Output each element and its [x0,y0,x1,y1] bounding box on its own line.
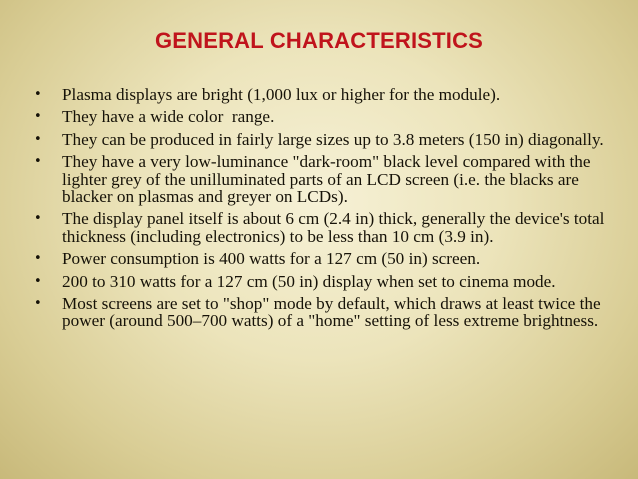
bullet-text: The display panel itself is about 6 cm (2.4 in) thick, generally the device's total thickness (including electronics) to be less than 10 cm (3.9 in). [62,209,605,246]
bullet-dot-icon: • [34,211,42,227]
bullet-text: Plasma displays are bright (1,000 lux or higher for the module). [62,85,501,104]
bullet-dot-icon: • [34,109,42,125]
bullet-text: They have a wide color range. [62,107,275,127]
bullet-dot-icon: • [34,251,42,267]
bullet-text: Power consumption is 400 watts for a 127 cm (50 in) screen. [62,249,481,269]
bullet-item [34,152,620,207]
bullet-text: 200 to 310 watts for a 127 cm (50 in) display when set to cinema mode. [62,271,556,291]
bullet-dot-icon: • [34,154,42,170]
bullet-text: They have a very low-luminance "dark-room" black level compared with the lighter grey of the unilluminated parts of an LCD screen (i.e. the blacks are blacker on plasmas and greyer on LCDs). [62,152,591,207]
bullet-dot-icon: • [34,296,42,312]
bullet-item [34,271,620,291]
bullet-text: They can be produced in fairly large sizes up to 3.8 meters (150 in) diagonally. [62,129,604,149]
bullet-dot-icon: • [34,273,42,289]
bullet-item [34,85,620,104]
bullet-list [34,85,620,335]
bullet-dot-icon: • [34,87,42,102]
bullet-item [34,107,620,127]
bullet-item [34,129,620,149]
bullet-item [34,209,620,246]
bullet-item [34,294,620,331]
bullet-dot-icon: • [34,131,42,147]
slide-title: GENERAL CHARACTERISTICS [154,28,484,53]
bullet-item [34,249,620,269]
bullet-text: Most screens are set to "shop" mode by default, which draws at least twice the power (around 500–700 watts) of a "home" setting of less extreme brightness. [62,294,601,331]
